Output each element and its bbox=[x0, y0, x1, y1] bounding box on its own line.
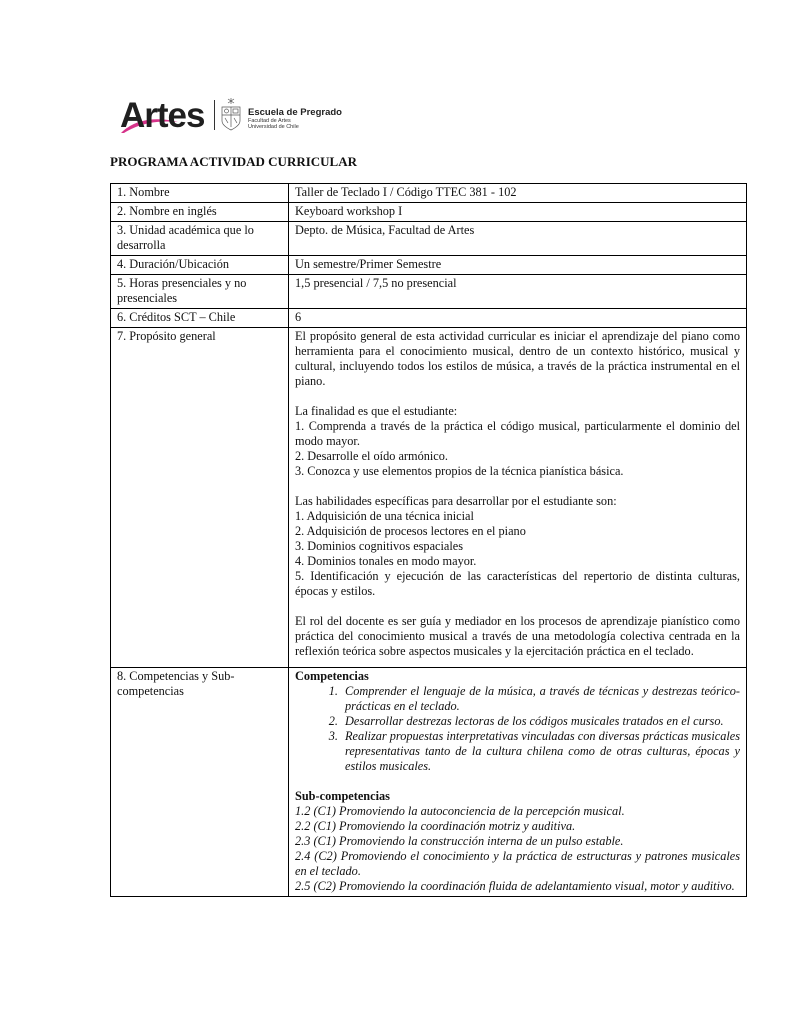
list-item: 2.5 (C2) Promoviendo la coordinación fluida de adelantamiento visual, motor y auditivo. bbox=[295, 879, 735, 893]
proposito-intro: El propósito general de esta actividad curricular es iniciar el aprendizaje del piano como herramienta para el conocimiento musical, dentro de un contexto histórico, musical y cultural, incluyendo todos los estilos de música, a través de la práctica instrumental en el piano. bbox=[295, 329, 740, 388]
table-row bbox=[111, 328, 747, 668]
row-value-proposito bbox=[289, 328, 747, 668]
row-value-unidad: Depto. de Música, Facultad de Artes bbox=[289, 222, 747, 256]
rol-docente: El rol del docente es ser guía y mediador en los procesos de aprendizaje pianístico como práctica del conocimiento musical a través de una metodología colectiva centrada en la reflexión teórica sobre aspectos musicales y la ejercitación práctica en el teclado. bbox=[295, 614, 740, 658]
list-item: 1. Comprenda a través de la práctica el código musical, particularmente el dominio del modo mayor. bbox=[295, 419, 740, 448]
row-value-horas: 1,5 presencial / 7,5 no presencial bbox=[289, 275, 747, 309]
row-label-nombre-ingles: 2. Nombre en inglés bbox=[111, 203, 289, 222]
row-value-creditos: 6 bbox=[289, 309, 747, 328]
logo-text-block bbox=[248, 108, 342, 130]
school-name: Escuela de Pregrado bbox=[248, 107, 342, 118]
competencias-list bbox=[295, 684, 740, 774]
competencias-heading: Competencias bbox=[295, 669, 369, 683]
list-item: 2.2 (C1) Promoviendo la coordinación motriz y auditiva. bbox=[295, 819, 576, 833]
university-seal-icon bbox=[219, 97, 243, 131]
row-label-proposito: 7. Propósito general bbox=[111, 328, 289, 668]
row-label-horas: 5. Horas presenciales y no presenciales bbox=[111, 275, 289, 309]
faculty-name: Facultad de Artes bbox=[248, 118, 291, 124]
row-label-duracion: 4. Duración/Ubicación bbox=[111, 256, 289, 275]
list-item: 2.3 (C1) Promoviendo la construcción interna de un pulso estable. bbox=[295, 834, 624, 848]
logo-divider bbox=[214, 100, 215, 130]
table-row bbox=[111, 256, 747, 275]
university-name: Universidad de Chile bbox=[248, 124, 299, 130]
table-row bbox=[111, 668, 747, 897]
row-label-creditos: 6. Créditos SCT – Chile bbox=[111, 309, 289, 328]
row-label-nombre: 1. Nombre bbox=[111, 184, 289, 203]
row-value-duracion: Un semestre/Primer Semestre bbox=[289, 256, 747, 275]
list-item: 1.2 (C1) Promoviendo la autoconciencia de la percepción musical. bbox=[295, 804, 625, 818]
page-title: PROGRAMA ACTIVIDAD CURRICULAR bbox=[110, 154, 358, 169]
finalidad-heading: La finalidad es que el estudiante: bbox=[295, 404, 458, 418]
list-item: 3. Conozca y use elementos propios de la técnica pianística básica. bbox=[295, 464, 624, 478]
list-item: 2. Desarrollar destrezas lectoras de los códigos musicales tratados en el curso. bbox=[341, 714, 740, 729]
list-item: 2.4 (C2) Promoviendo el conocimiento y la práctica de estructuras y patrones musicales en el teclado. bbox=[295, 849, 740, 878]
table-row bbox=[111, 275, 747, 309]
row-value-competencias bbox=[289, 668, 747, 897]
page-header bbox=[120, 96, 360, 138]
row-label-competencias: 8. Competencias y Sub-competencias bbox=[111, 668, 289, 897]
row-label-unidad: 3. Unidad académica que lo desarrolla bbox=[111, 222, 289, 256]
logo-wordmark: Artes bbox=[120, 96, 205, 135]
list-item: 4. Dominios tonales en modo mayor. bbox=[295, 554, 477, 568]
list-item: 5. Identificación y ejecución de las características del repertorio de distinta culturas, épocas y estilos. bbox=[295, 569, 740, 598]
list-item: 2. Adquisición de procesos lectores en el piano bbox=[295, 524, 526, 538]
list-item: 2. Desarrolle el oído armónico. bbox=[295, 449, 448, 463]
habilidades-heading: Las habilidades específicas para desarrollar por el estudiante son: bbox=[295, 494, 617, 508]
table-row bbox=[111, 309, 747, 328]
subcompetencias-heading: Sub-competencias bbox=[295, 789, 390, 803]
list-item: 3. Realizar propuestas interpretativas vinculadas con diversas prácticas musicales representativas tanto de la cultura chilena como de otras culturas, épocas y estilos musicales. bbox=[341, 729, 740, 774]
program-table bbox=[110, 183, 747, 897]
list-item: 1. Adquisición de una técnica inicial bbox=[295, 509, 474, 523]
table-row bbox=[111, 222, 747, 256]
list-item: 1. Comprender el lenguaje de la música, a través de técnicas y destrezas teórico-prácticas en el teclado. bbox=[341, 684, 740, 714]
table-row bbox=[111, 203, 747, 222]
table-row bbox=[111, 184, 747, 203]
list-item: 3. Dominios cognitivos espaciales bbox=[295, 539, 464, 553]
row-value-nombre-ingles: Keyboard workshop I bbox=[289, 203, 747, 222]
row-value-nombre: Taller de Teclado I / Código TTEC 381 - 102 bbox=[289, 184, 747, 203]
